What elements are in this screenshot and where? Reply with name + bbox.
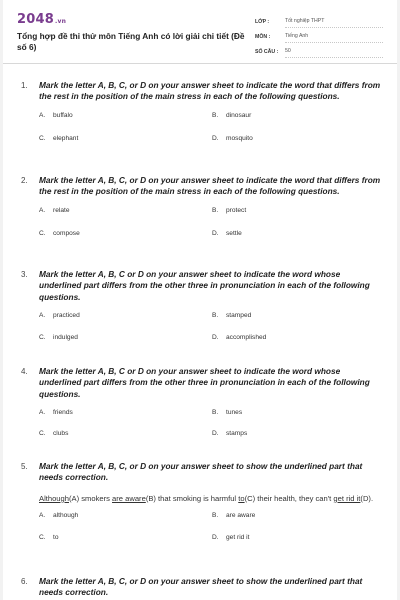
- option-text: stamps: [226, 430, 248, 438]
- sentence-text: (A) smokers: [68, 493, 113, 503]
- option-text: practiced: [53, 312, 80, 320]
- document-meta: [255, 14, 383, 59]
- option-text: friends: [53, 409, 73, 417]
- question-2: [17, 175, 383, 244]
- option-b[interactable]: [212, 312, 251, 319]
- question-number: 5.: [21, 462, 28, 471]
- option-c[interactable]: [39, 135, 78, 142]
- option-text: tunes: [226, 409, 243, 417]
- option-d[interactable]: [212, 135, 253, 142]
- site-logo[interactable]: [17, 12, 66, 27]
- option-letter: B.: [212, 511, 219, 519]
- question-sentence: [39, 493, 383, 504]
- option-c[interactable]: [39, 230, 80, 237]
- option-letter: A.: [39, 206, 46, 214]
- meta-label: MÔN :: [255, 33, 271, 40]
- option-letter: B.: [212, 409, 219, 417]
- option-b[interactable]: [212, 207, 246, 214]
- option-text: protect: [226, 206, 247, 214]
- option-letter: B.: [212, 111, 219, 119]
- option-letter: D.: [212, 229, 219, 237]
- question-text: Mark the letter A, B, C, or D on your answer sheet to indicate the word that differs from the rest in the position of the main stress in each of the following questions.: [39, 80, 381, 102]
- option-b[interactable]: [212, 512, 255, 519]
- option-text: to: [53, 533, 59, 541]
- option-letter: C.: [39, 229, 46, 237]
- question-number: 4.: [21, 367, 28, 376]
- option-letter: C.: [39, 533, 46, 541]
- option-c[interactable]: [39, 430, 68, 437]
- meta-subject: [255, 29, 383, 44]
- option-text: accomplished: [226, 334, 267, 342]
- underlined-part-a: Although: [39, 493, 69, 503]
- option-b[interactable]: [212, 409, 242, 416]
- option-a[interactable]: [39, 207, 70, 214]
- option-a[interactable]: [39, 512, 78, 519]
- option-letter: C.: [39, 430, 46, 438]
- option-letter: C.: [39, 334, 46, 342]
- option-text: clubs: [53, 430, 69, 438]
- question-number: 2.: [21, 176, 28, 185]
- option-text: get rid it: [226, 533, 250, 541]
- sentence-text: (C) their health, they can't: [244, 493, 334, 503]
- meta-value: Tiếng Anh: [285, 30, 383, 43]
- option-letter: A.: [39, 111, 46, 119]
- option-letter: A.: [39, 312, 46, 320]
- meta-value: Tốt nghiệp THPT: [285, 15, 383, 28]
- option-a[interactable]: [39, 409, 73, 416]
- option-d[interactable]: [212, 534, 249, 541]
- meta-label: LỚP :: [255, 18, 270, 25]
- option-letter: B.: [212, 206, 219, 214]
- answer-options: [17, 303, 383, 349]
- option-a[interactable]: [39, 312, 80, 319]
- option-text: relate: [53, 206, 70, 214]
- option-text: indulged: [53, 334, 78, 342]
- meta-label: SỐ CÂU :: [255, 48, 279, 55]
- option-letter: A.: [39, 409, 46, 417]
- answer-options: [17, 400, 383, 446]
- option-d[interactable]: [212, 334, 266, 341]
- option-text: elephant: [53, 134, 79, 142]
- answer-options: [17, 103, 383, 149]
- option-text: mosquito: [226, 134, 253, 142]
- option-b[interactable]: [212, 112, 251, 119]
- option-text: are aware: [226, 511, 256, 519]
- underlined-part-d: get rid it: [333, 493, 361, 503]
- option-letter: B.: [212, 312, 219, 320]
- question-number: 1.: [21, 81, 28, 90]
- option-letter: D.: [212, 430, 219, 438]
- option-text: dinosaur: [226, 111, 252, 119]
- meta-question-count: [255, 44, 383, 59]
- underlined-part-b: are aware: [112, 493, 146, 503]
- question-text: Mark the letter A, B, C, or D on your answer sheet to show the underlined part that needs correction.: [39, 461, 363, 483]
- question-text: Mark the letter A, B, C or D on your answer sheet to indicate the word whose underlined part differs from the other three in pronunciation in each of the following questions.: [39, 269, 370, 302]
- option-letter: D.: [212, 134, 219, 142]
- logo-suffix: .vn: [54, 18, 67, 25]
- option-a[interactable]: [39, 112, 73, 119]
- question-text: Mark the letter A, B, C, or D on your answer sheet to show the underlined part that needs correction.: [39, 576, 363, 598]
- option-letter: C.: [39, 134, 46, 142]
- option-d[interactable]: [212, 230, 242, 237]
- sentence-text: (D).: [360, 493, 374, 503]
- option-d[interactable]: [212, 430, 247, 437]
- option-c[interactable]: [39, 334, 78, 341]
- option-letter: A.: [39, 511, 46, 519]
- option-letter: D.: [212, 533, 219, 541]
- question-text: Mark the letter A, B, C, or D on your answer sheet to indicate the word that differs from the rest in the position of the main stress in each of the following questions.: [39, 175, 381, 197]
- question-1: [17, 80, 383, 149]
- question-text: Mark the letter A, B, C or D on your answer sheet to indicate the word whose underlined part differs from the other three in pronunciation in each of the following questions.: [39, 366, 370, 399]
- option-c[interactable]: [39, 534, 59, 541]
- answer-options: [17, 504, 383, 550]
- document-page: [3, 0, 397, 600]
- question-6: [17, 576, 383, 599]
- option-text: although: [53, 511, 79, 519]
- option-text: compose: [53, 229, 80, 237]
- meta-value: 50: [285, 45, 383, 58]
- question-number: 3.: [21, 270, 28, 279]
- question-4: [17, 366, 383, 446]
- option-text: stamped: [226, 312, 252, 320]
- option-letter: D.: [212, 334, 219, 342]
- logo-text: 2048: [17, 12, 54, 27]
- option-text: settle: [226, 229, 242, 237]
- sentence-text: (B) that smoking is harmful: [145, 493, 239, 503]
- document-title: Tổng hợp đề thi thử môn Tiếng Anh có lời giải chi tiết (Đề số 6): [17, 31, 245, 52]
- answer-options: [17, 198, 383, 244]
- underlined-part-c: to: [238, 493, 245, 503]
- question-number: 6.: [21, 577, 28, 586]
- meta-class: [255, 14, 383, 29]
- question-5: [17, 461, 383, 550]
- document-header: [3, 0, 397, 64]
- option-text: buffalo: [53, 111, 73, 119]
- question-3: [17, 269, 383, 349]
